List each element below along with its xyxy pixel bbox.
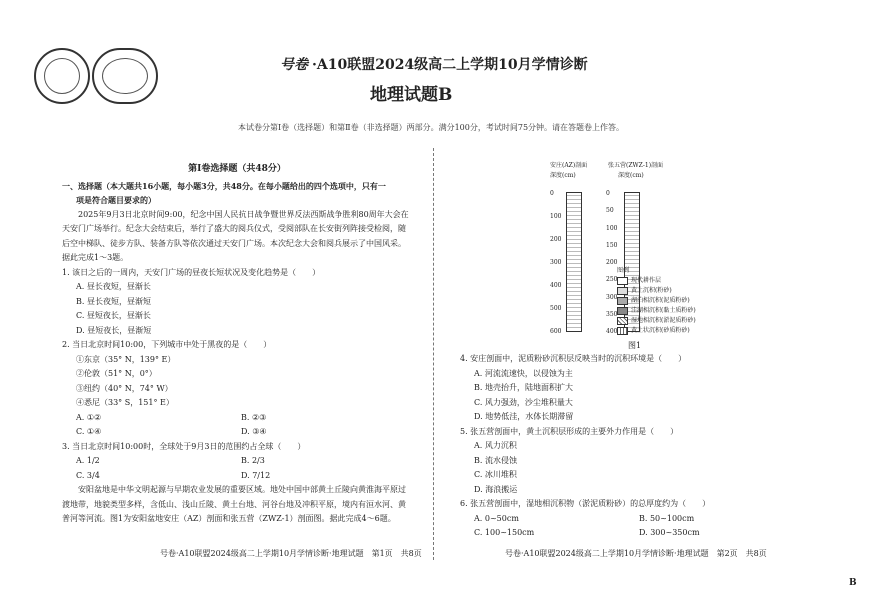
- question-1: 1. 该日之后的一周内，天安门广场的昼夜长短状况及变化趋势是（ ）: [62, 267, 321, 277]
- q4-option-b: B. 地壳抬升，陆地面积扩大: [474, 383, 573, 392]
- q2-item-4: ④悉尼（33° S，151° E）: [76, 398, 174, 407]
- q1-option-a: A. 昼长夜短，昼渐长: [76, 282, 151, 291]
- question-6: 6. 张五营剖面中，湿地相沉积物（淤泥质粉砂）的总厚度约为（ ）: [460, 499, 711, 508]
- column-divider: [433, 148, 434, 560]
- depth-tick-label: 100: [550, 213, 562, 220]
- legend-item: 湿地相沉积(淤泥质粉砂): [617, 316, 696, 326]
- q2-item-1: ①东京（35° N，139° E）: [76, 354, 176, 364]
- subject-title: 地理试题B: [370, 85, 453, 105]
- legend-item: 湖泊相沉积(泥质粉砂): [617, 296, 696, 306]
- q3-option-c: C. 3/4: [76, 470, 100, 480]
- az-profile-column: [566, 192, 582, 332]
- footer-page-1: 号卷·A10联盟2024级高二上学期10月学情诊断·地理试题 第1页 共8页: [160, 549, 422, 558]
- depth-label-zwz: 深度(cm): [618, 172, 644, 179]
- footer-page-2: 号卷·A10联盟2024级高二上学期10月学情诊断·地理试题 第2页 共8页: [505, 549, 767, 558]
- legend-item: 现代耕作层: [617, 276, 696, 286]
- q2-option-c: C. ①④: [76, 427, 102, 436]
- left-column: [62, 162, 412, 527]
- depth-tick-label: 400: [550, 282, 562, 289]
- q3-option-a: A. 1/2: [76, 456, 100, 465]
- depth-tick-label: 200: [606, 259, 618, 266]
- figure-caption: 图1: [628, 341, 642, 350]
- depth-label-az: 深度(cm): [550, 172, 576, 179]
- q3-options-row1: [62, 454, 412, 469]
- q1-option-b: B. 昼长夜短，昼渐短: [76, 296, 151, 306]
- q2-options-row2: [62, 425, 412, 440]
- depth-tick-label: 250: [606, 276, 618, 284]
- depth-tick-label: 200: [550, 236, 562, 243]
- legend-item: 黄土状沉积(砂质粉砂): [617, 326, 696, 336]
- depth-tick-label: 500: [550, 305, 562, 312]
- q6-option-c: C. 100~150cm: [474, 528, 535, 537]
- q6-options-row1: [460, 512, 840, 527]
- q2-option-b: B. ②③: [241, 412, 267, 422]
- depth-tick-label: 300: [606, 293, 618, 301]
- question-4: 4. 安庄剖面中，泥质粉砂沉积层反映当时的沉积环境是（ ）: [460, 354, 687, 363]
- q5-option-a: A. 风力沉积: [474, 441, 517, 450]
- question-3: 3. 当日北京时间10:00时，全球处于9月3日的范围约占全球（ ）: [62, 441, 306, 451]
- brand-logo-text: 号卷: [280, 57, 308, 73]
- page-version-mark: B: [849, 578, 857, 588]
- exam-intro: 本试卷分第Ⅰ卷（选择题）和第Ⅱ卷（非选择题）两部分。满分100分，考试时间75分钟。请在答题卷上作答。: [238, 123, 625, 132]
- q3-option-d: D. 7/12: [241, 470, 271, 480]
- section-title: 第Ⅰ卷选择题（共48分）: [188, 164, 286, 174]
- instructions-cont: 项是符合题目要求的）: [76, 195, 156, 205]
- depth-tick-label: 100: [606, 224, 618, 232]
- q5-option-b: B. 流水侵蚀: [474, 455, 517, 465]
- q6-option-a: A. 0~50cm: [474, 513, 519, 523]
- q1-option-c: C. 昼短夜长，昼渐长: [76, 311, 151, 320]
- legend-item: 洼湖相沉积(黏土质粉砂): [617, 306, 696, 316]
- school-seal-logo: [34, 48, 90, 104]
- fig-title-zwz: 张五营(ZWZ-1)剖面: [608, 162, 664, 169]
- q5-option-c: C. 冰川堆积: [474, 470, 517, 479]
- depth-tick-label: 150: [606, 241, 618, 249]
- figure-legend: [617, 266, 696, 336]
- passage-2: 安阳盆地是中华文明起源与早期农业发展的重要区域。地处中国中部黄土丘陵向黄淮海平原过渡地带，地貌类型多样，含低山、浅山丘陵、黄土台地、河谷台地及冲积平原，境内有洹水河、黄普河等河流。图1为安阳盆地安庄（AZ）剖面和张五营（ZWZ-1）剖面图。据此完成4～6题。: [62, 485, 406, 523]
- q2-options-row1: [62, 411, 412, 426]
- q6-option-d: D. 300~350cm: [639, 528, 700, 537]
- instructions: 一、选择题（本大题共16小题，每小题3分，共48分。在每小题给出的四个选项中，只有一: [62, 180, 386, 191]
- q5-option-d: D. 海浪搬运: [474, 484, 518, 494]
- depth-tick-label: 600: [550, 328, 562, 335]
- depth-tick-label: 0: [550, 190, 554, 197]
- exam-header-title: 号卷 ·A10联盟2024级高二上学期10月学情诊断: [280, 54, 588, 74]
- passage-1: 2025年9月3日北京时间9:00，纪念中国人民抗日战争暨世界反法西斯战争胜利80周年大会在天安门广场举行。纪念大会结束后，举行了盛大的阅兵仪式，受阅部队在长安街列阵接受检阅，随后空中梯队、徒步方队、装备方队等依次通过天安门广场。本次纪念大会和阅兵展示了中国风采。据此完成1～3题。: [62, 209, 409, 262]
- q4-option-d: D. 地势低洼，水体长期滞留: [474, 412, 574, 421]
- q4-option-c: C. 风力强劲，沙尘堆积量大: [474, 397, 573, 407]
- q1-option-d: D. 昼短夜长，昼渐短: [76, 325, 152, 335]
- q6-options-row2: [460, 526, 840, 541]
- fig-title-az: 安庄(AZ)剖面: [550, 162, 588, 169]
- q6-option-b: B. 50~100cm: [639, 513, 695, 523]
- right-column: [460, 352, 840, 541]
- q3-option-b: B. 2/3: [241, 456, 265, 465]
- depth-tick-label: 400: [606, 328, 618, 335]
- q2-item-3: ③纽约（40° N，74° W）: [76, 383, 173, 393]
- q2-option-d: D. ③④: [241, 427, 267, 436]
- question-2: 2. 当日北京时间10:00，下列城市中处于黑夜的是（ ）: [62, 340, 272, 349]
- depth-tick-label: 0: [606, 190, 610, 197]
- q3-options-row2: [62, 469, 412, 484]
- legend-item: 黄土沉积(粉砂): [617, 286, 696, 296]
- depth-tick-label: 50: [606, 207, 614, 215]
- q2-item-2: ②伦敦（51° N，0°）: [76, 369, 157, 378]
- depth-tick-label: 350: [606, 310, 618, 318]
- q2-option-a: A. ①②: [76, 412, 102, 422]
- q4-option-a: A. 河流流速快，以侵蚀为主: [474, 368, 573, 378]
- legend-title: 图例: [617, 267, 630, 274]
- education-seal-logo: [92, 48, 158, 104]
- question-5: 5. 张五营剖面中，黄土沉积层形成的主要外力作用是（ ）: [460, 426, 679, 436]
- depth-tick-label: 300: [550, 259, 562, 266]
